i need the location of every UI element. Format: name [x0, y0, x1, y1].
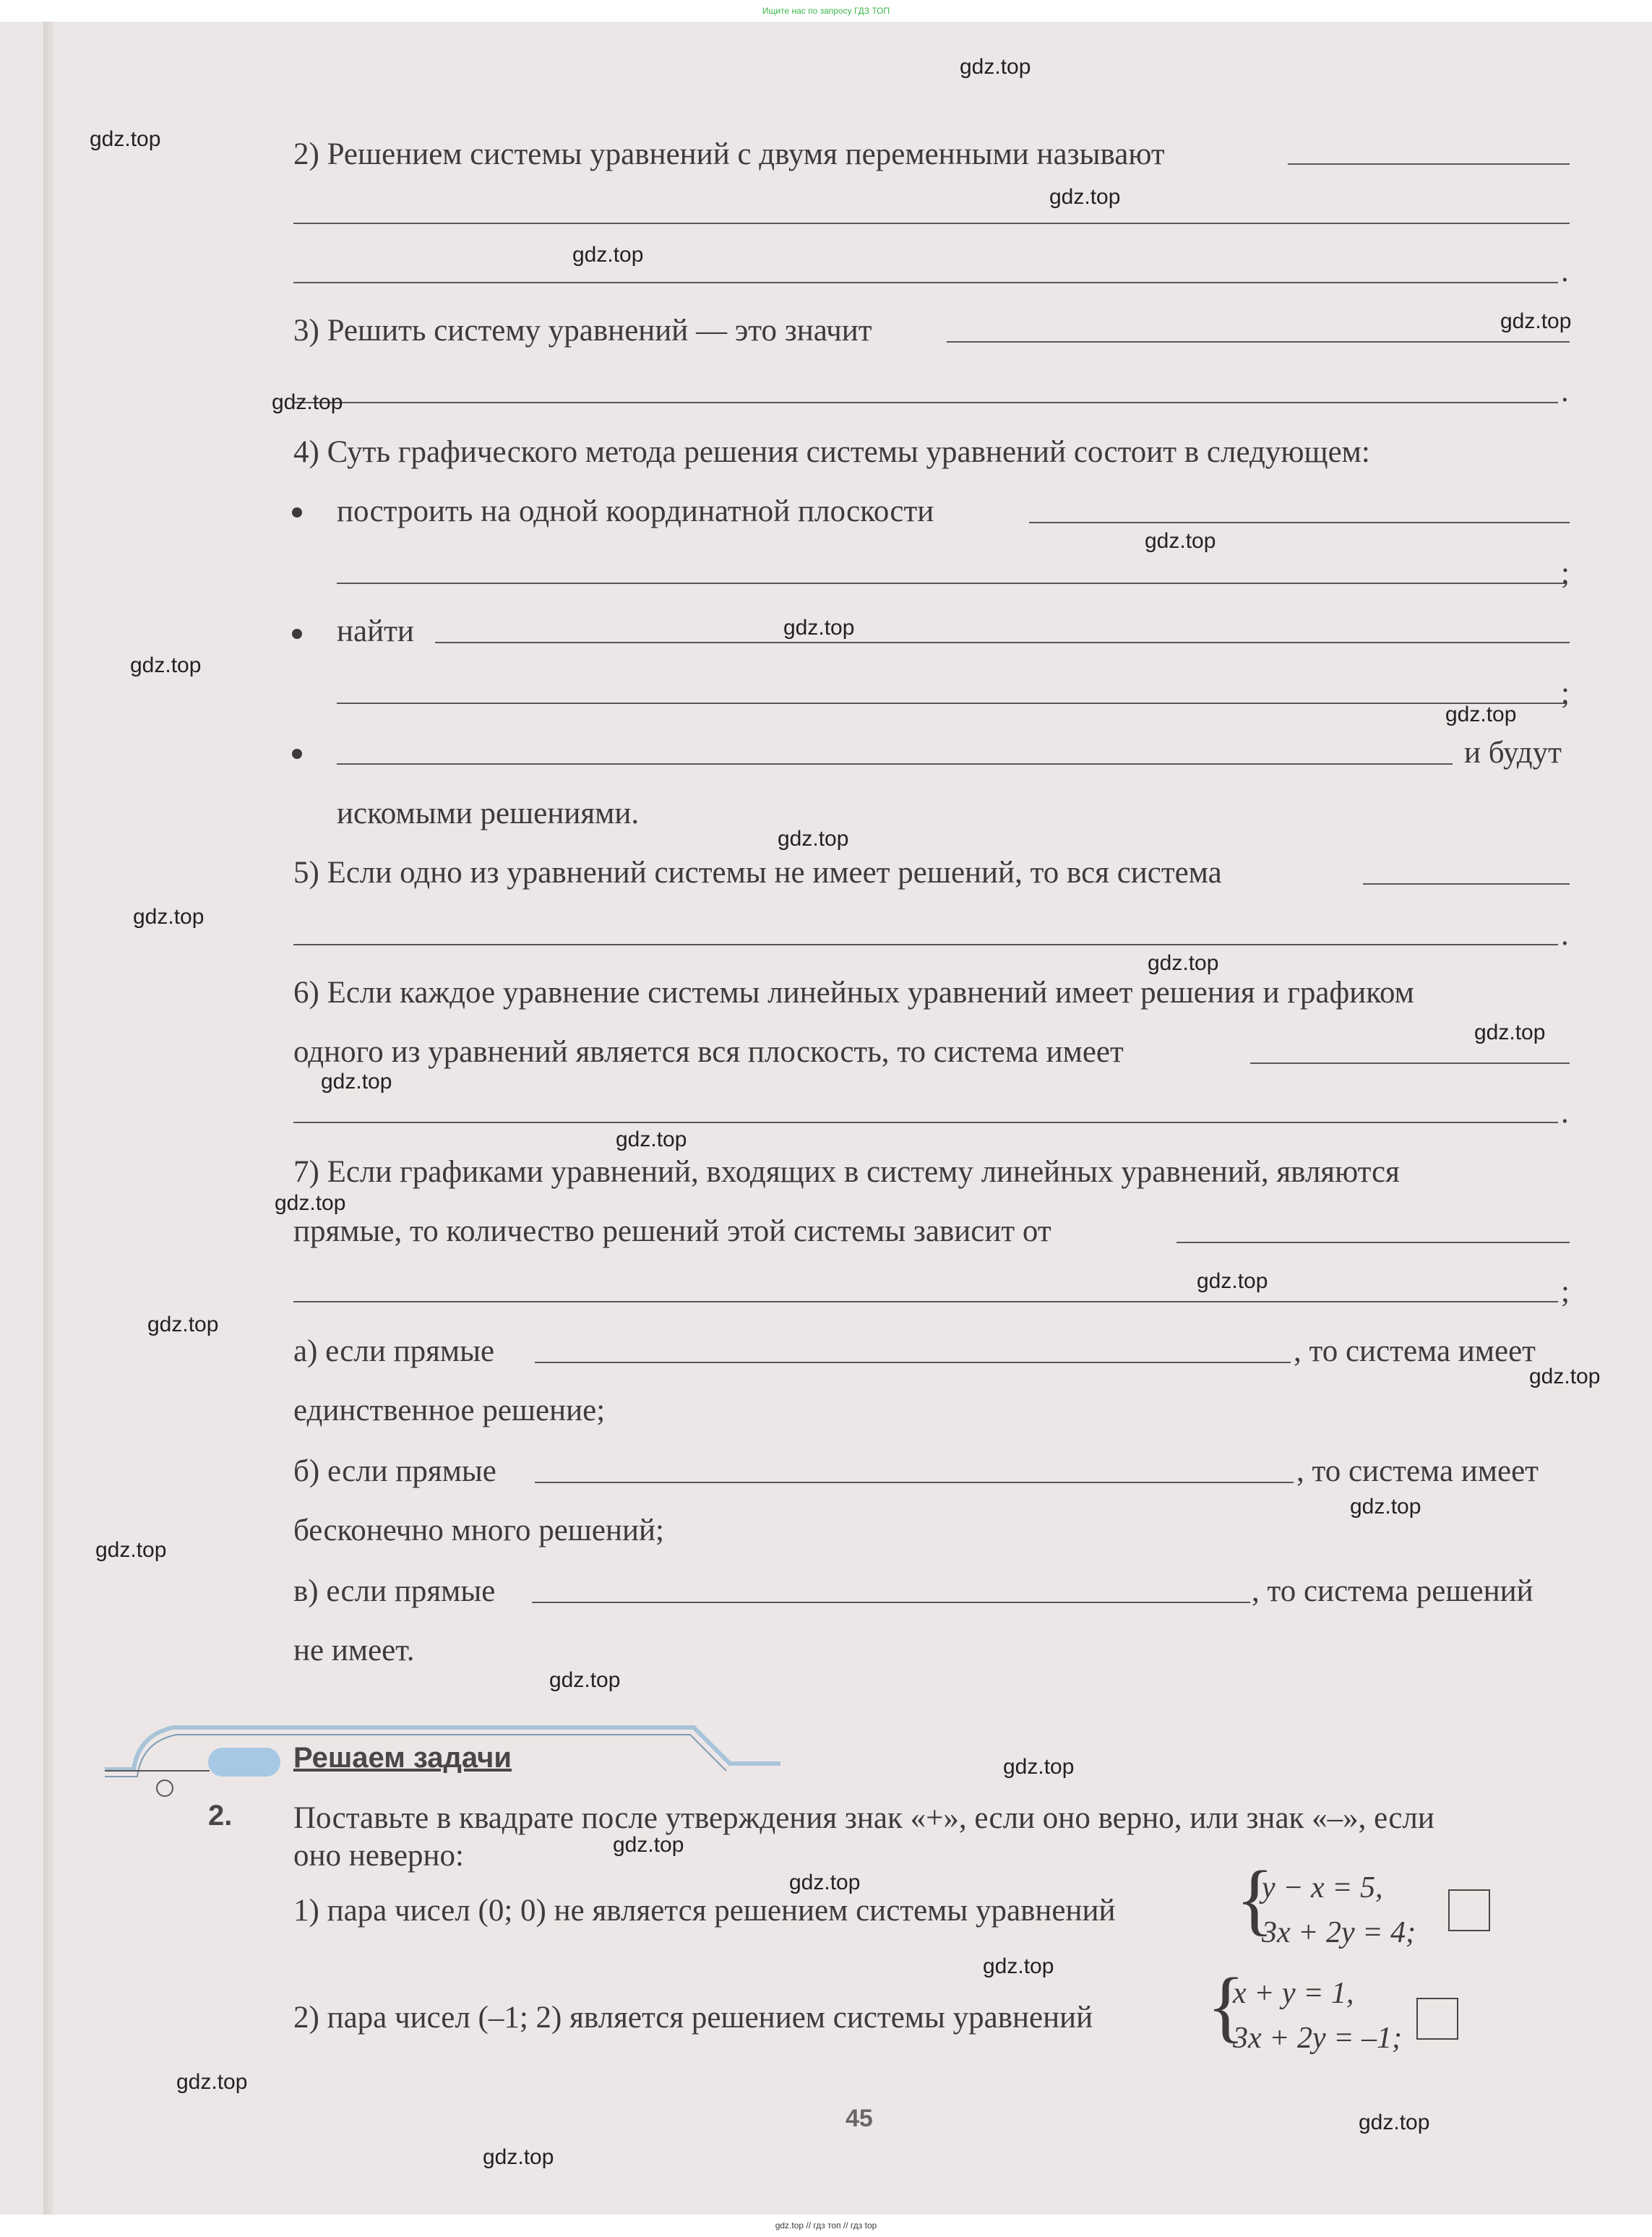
watermark: gdz.top	[1359, 2111, 1430, 2134]
statement-7-line-1-text: 7) Если графиками уравнений, входящих в систему линейных уравнений, являются	[293, 1155, 1400, 1189]
watermark: gdz.top	[1445, 703, 1517, 726]
case-a-head: а) если прямые	[293, 1334, 495, 1368]
task-item-1: 1) пара чисел (0; 0) не является решением системы уравнений	[293, 1894, 1116, 1928]
task-item-2: 2) пара чисел (–1; 2) является решением системы уравнений	[293, 2001, 1093, 2035]
page-number: 45	[846, 2105, 873, 2132]
period: .	[1561, 254, 1569, 288]
watermark: gdz.top	[783, 616, 855, 640]
system-2-equation-1: x + y = 1,	[1233, 1977, 1354, 2010]
system-brace: {	[1207, 1962, 1245, 2050]
semicolon: ;	[1561, 1275, 1570, 1309]
task-instruction-line-2: оно неверно:	[293, 1839, 464, 1873]
watermark: gdz.top	[176, 2070, 248, 2094]
answer-box-2[interactable]	[1416, 1998, 1458, 2040]
task-instruction-line-1: Поставьте в квадрате после утверждения знак «+», если оно верно, или знак «–», если	[293, 1801, 1434, 1835]
watermark: gdz.top	[983, 1954, 1054, 1978]
watermark: gdz.top	[272, 390, 343, 414]
watermark: gdz.top	[1500, 309, 1572, 333]
watermark: gdz.top	[1049, 185, 1121, 209]
semicolon: ;	[1561, 557, 1570, 591]
bullet-2-text: найти	[337, 614, 414, 648]
case-a-continuation-text: единственное решение;	[293, 1394, 606, 1427]
statement-5-text: 5) Если одно из уравнений системы не имеет решений, то вся система	[293, 856, 1222, 890]
answer-box-1[interactable]	[1448, 1889, 1490, 1931]
statement-7-line-2-text: прямые, то количество решений этой системы зависит от	[293, 1214, 1051, 1248]
watermark: gdz.top	[95, 1538, 167, 1562]
watermark: gdz.top	[147, 1313, 219, 1336]
system-brace: {	[1236, 1855, 1274, 1943]
watermark: gdz.top	[616, 1128, 687, 1151]
watermark: gdz.top	[133, 905, 205, 929]
bullet-3-tail-text: и будут	[1464, 736, 1562, 770]
case-c-tail-text: , то система решений	[1252, 1574, 1533, 1608]
system-2-equation-2: 3x + 2y = –1;	[1233, 2022, 1402, 2055]
period: .	[1561, 918, 1569, 952]
statement-6-line-2-text: одного из уравнений является вся плоскость, то система имеет	[293, 1035, 1124, 1069]
watermark: gdz.top	[572, 243, 644, 267]
case-c-head: в) если прямые	[293, 1574, 496, 1608]
bottom-notice[interactable]: gdz.top // гдз топ // гдз top	[0, 2215, 1652, 2237]
watermark: gdz.top	[960, 55, 1031, 79]
watermark: gdz.top	[1474, 1021, 1546, 1044]
task-number: 2.	[208, 1800, 233, 1832]
watermark: gdz.top	[90, 127, 161, 151]
statement-6-line-1-text: 6) Если каждое уравнение системы линейных уравнений имеет решения и графиком	[293, 976, 1414, 1010]
section-title: Решаем задачи	[293, 1742, 512, 1774]
case-b-tail-text: , то система имеет	[1296, 1454, 1539, 1488]
watermark: gdz.top	[321, 1070, 392, 1094]
watermark: gdz.top	[483, 2145, 554, 2169]
system-1-equation-2: 3x + 2y = 4;	[1262, 1916, 1416, 1949]
watermark: gdz.top	[1145, 529, 1216, 553]
bullet-1-text: построить на одной координатной плоскости	[337, 494, 934, 528]
case-a-tail-text: , то система имеет	[1294, 1334, 1536, 1368]
watermark: gdz.top	[613, 1833, 684, 1857]
system-1-equation-1: y − x = 5,	[1262, 1871, 1383, 1905]
semicolon: ;	[1561, 677, 1570, 710]
statement-3-text: 3) Решить систему уравнений — это значит	[293, 314, 872, 348]
watermark: gdz.top	[275, 1191, 346, 1215]
watermark: gdz.top	[1197, 1269, 1268, 1293]
case-b-continuation-text: бесконечно много решений;	[293, 1513, 664, 1547]
watermark: gdz.top	[1529, 1365, 1601, 1388]
watermark: gdz.top	[789, 1871, 861, 1894]
watermark: gdz.top	[1148, 951, 1219, 975]
watermark: gdz.top	[778, 827, 849, 851]
case-c-continuation-text: не имеет.	[293, 1633, 415, 1667]
top-notice[interactable]: Ищите нас по запросу ГДЗ ТОП	[0, 0, 1652, 22]
watermark: gdz.top	[1350, 1495, 1421, 1519]
statement-2-text: 2) Решением системы уравнений с двумя переменными называют	[293, 137, 1165, 171]
statement-4-text: 4) Суть графического метода решения системы уравнений состоит в следующем:	[293, 435, 1370, 469]
period: .	[1561, 1096, 1569, 1130]
watermark: gdz.top	[549, 1668, 621, 1692]
case-b-head: б) если прямые	[293, 1454, 496, 1488]
period: .	[1561, 374, 1569, 408]
watermark: gdz.top	[1003, 1755, 1075, 1779]
bullet-3-continuation-text: искомыми решениями.	[337, 797, 640, 830]
section-pill	[208, 1748, 280, 1777]
watermark: gdz.top	[130, 653, 202, 677]
